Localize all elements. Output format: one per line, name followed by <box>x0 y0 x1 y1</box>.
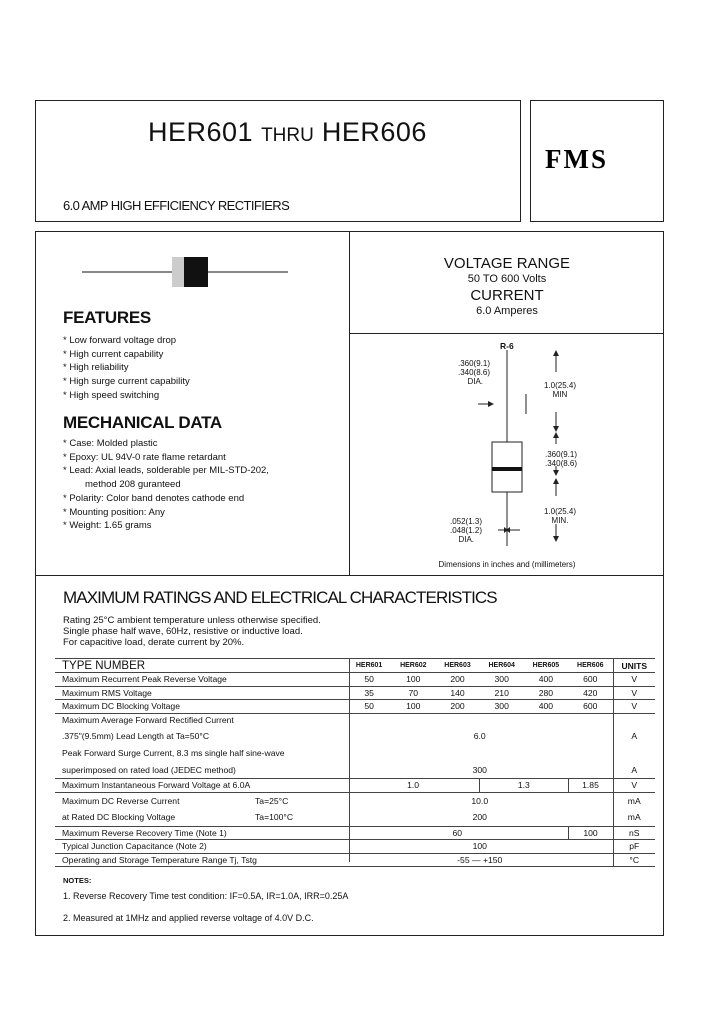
top-lead-length-label: 1.0(25.4) MIN <box>543 381 577 399</box>
rating-conditions: Rating 25°C ambient temperature unless otherwise specified. Single phase half wave, 60Hz, resistive or inductive load. For capacitive load, derate current by 20%. <box>63 615 321 648</box>
table-row: Maximum RMS Voltage 35 70 140 210 280 420 V <box>55 686 655 700</box>
table-row: Typical Junction Capacitance (Note 2) 100 pF <box>55 840 655 854</box>
table-row: .375"(9.5mm) Lead Length at Ta=50°C 6.0 A <box>55 727 655 745</box>
table-row: Peak Forward Surge Current, 8.3 ms single half sine-wave <box>55 745 655 762</box>
current-title: CURRENT <box>470 287 544 304</box>
part-header: HER602 <box>391 659 435 673</box>
diode-cathode-band <box>184 257 208 287</box>
feature-item: * Low forward voltage drop <box>63 335 177 346</box>
table-row: superimposed on rated load (JEDEC method) 300 A <box>55 762 655 779</box>
ratings-divider <box>349 333 664 334</box>
table-row: Maximum Reverse Recovery Time (Note 1) 60 100 nS <box>55 826 655 840</box>
mechanical-item: * Mounting position: Any <box>63 506 165 518</box>
table-row: Maximum Average Forward Rectified Current <box>55 713 655 727</box>
table-row: Operating and Storage Temperature Range Tj, Tstg -55 — +150 °C <box>55 853 655 867</box>
subtitle: 6.0 AMP HIGH EFFICIENCY RECTIFIERS <box>63 198 290 213</box>
voltage-range-value: 50 TO 600 Volts <box>467 273 547 285</box>
table-row: Maximum DC Blocking Voltage 50 100 200 300 400 600 V <box>55 700 655 714</box>
feature-item: * High current capability <box>63 348 164 360</box>
units-header: UNITS <box>613 659 655 673</box>
diode-illustration <box>80 255 292 289</box>
package-name: R-6 <box>500 341 514 351</box>
bottom-lead-length-label: 1.0(25.4) MIN. <box>543 507 577 525</box>
table-row: Maximum DC Reverse Current Ta=25°C 10.0 mA <box>55 792 655 809</box>
part-header: HER601 <box>347 659 391 673</box>
dimension-caption: Dimensions in inches and (millimeters) <box>438 560 576 569</box>
mechanical-item: * Epoxy: UL 94V-0 rate flame retardant <box>63 451 226 463</box>
table-column-divider <box>349 658 350 862</box>
mechanical-item: method 208 guranteed <box>85 479 181 491</box>
part-end: HER606 <box>321 117 427 147</box>
mechanical-item: * Case: Molded plastic <box>63 438 158 449</box>
mechanical-item: * Lead: Axial leads, solderable per MIL-STD-202, <box>63 465 269 477</box>
table-row: Maximum Recurrent Peak Reverse Voltage 50 100 200 300 400 600 V <box>55 673 655 687</box>
lead-dia-label: .360(9.1) .340(8.6) DIA. <box>457 359 490 386</box>
part-header: HER606 <box>568 659 613 673</box>
table-row: Maximum Instantaneous Forward Voltage at 6.0A 1.0 1.3 1.85 V <box>55 779 655 793</box>
feature-item: * High speed switching <box>63 389 160 401</box>
table-header-row <box>55 659 655 673</box>
notes-title: NOTES: <box>63 876 92 885</box>
type-number-header: TYPE NUMBER <box>55 659 347 673</box>
part-header: HER604 <box>480 659 524 673</box>
part-header: HER605 <box>524 659 568 673</box>
ratings-section-title: MAXIMUM RATINGS AND ELECTRICAL CHARACTERISTICS <box>63 588 497 607</box>
brand-logo: FMS <box>545 144 608 174</box>
wire-dia-label: .052(1.3) .048(1.2) DIA. <box>449 517 482 544</box>
cathode-band <box>492 467 522 471</box>
note-item: 1. Reverse Recovery Time test condition: IF=0.5A, IR=1.0A, IRR=0.25A <box>63 891 349 901</box>
mechanical-list <box>63 437 269 533</box>
current-value: 6.0 Amperes <box>476 305 538 317</box>
feature-item: * High surge current capability <box>63 376 190 388</box>
ratings-table <box>55 658 655 867</box>
mechanical-item: * Polarity: Color band denotes cathode end <box>63 492 245 504</box>
features-title: FEATURES <box>63 308 151 327</box>
features-list <box>63 334 190 403</box>
table-row: at Rated DC Blocking Voltage Ta=100°C 200 mA <box>55 809 655 826</box>
part-header: HER603 <box>435 659 479 673</box>
thru-label: THRU <box>261 125 314 146</box>
part-title <box>148 117 427 148</box>
mechanical-item: * Weight: 1.65 grams <box>63 520 152 532</box>
voltage-range-title: VOLTAGE RANGE <box>443 255 571 272</box>
note-item: 2. Measured at 1MHz and applied reverse voltage of 4.0V D.C. <box>63 913 314 923</box>
part-start: HER601 <box>148 117 254 147</box>
body-length-label: .360(9.1) .340(8.6) <box>545 450 578 468</box>
feature-item: * High reliability <box>63 362 129 374</box>
mechanical-title: MECHANICAL DATA <box>63 413 222 432</box>
